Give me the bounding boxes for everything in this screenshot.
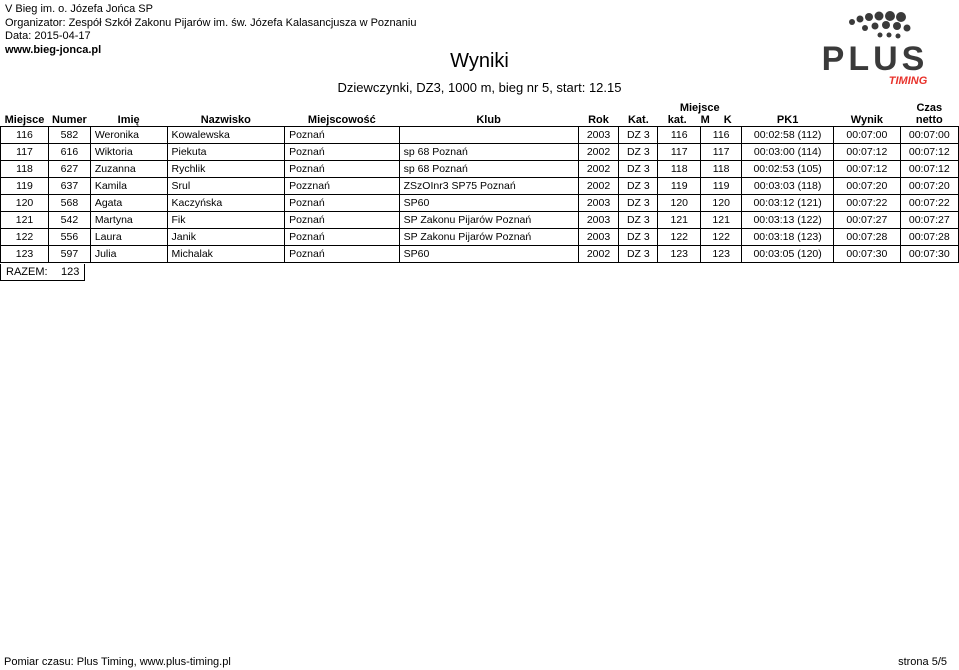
- cell-k: 117: [701, 144, 742, 161]
- table-row: [1, 144, 959, 161]
- col-miejsce-group-label: Miejsce: [679, 102, 720, 114]
- cell-k: 120: [701, 195, 742, 212]
- cell-netto: 00:07:22: [900, 195, 958, 212]
- cell-miejscowosc: Poznań: [285, 246, 400, 263]
- cell-miejscowosc: Poznań: [285, 127, 400, 144]
- col-rok: Rok: [578, 98, 619, 127]
- cell-nazwisko: Kowalewska: [167, 127, 285, 144]
- cell-mkat: 117: [658, 144, 701, 161]
- plus-timing-logo: [800, 8, 950, 86]
- col-imie: Imię: [90, 98, 167, 127]
- cell-pk1: 00:03:05 (120): [742, 246, 834, 263]
- col-miejsce-m: M: [700, 114, 710, 126]
- cell-mkat: 120: [658, 195, 701, 212]
- table-row: [1, 195, 959, 212]
- col-miejsce-group: [658, 98, 742, 127]
- cell-nazwisko: Fik: [167, 212, 285, 229]
- cell-netto: 00:07:12: [900, 161, 958, 178]
- col-miejsce-kat: kat.: [667, 114, 687, 126]
- cell-kat: DZ 3: [619, 195, 658, 212]
- cell-miejsce: 119: [1, 178, 49, 195]
- organizer: Organizator: Zespół Szkół Zakonu Pijarów im. św. Józefa Kalasancjusza w Poznaniu: [5, 16, 417, 29]
- cell-wynik: 00:07:27: [834, 212, 900, 229]
- table-header-row: [1, 98, 959, 127]
- cell-miejsce: 117: [1, 144, 49, 161]
- cell-miejscowosc: Pozznań: [285, 178, 400, 195]
- cell-netto: 00:07:27: [900, 212, 958, 229]
- cell-nazwisko: Michalak: [167, 246, 285, 263]
- cell-pk1: 00:03:03 (118): [742, 178, 834, 195]
- col-miejscowosc: Miejscowość: [285, 98, 400, 127]
- cell-kat: DZ 3: [619, 246, 658, 263]
- cell-pk1: 00:03:13 (122): [742, 212, 834, 229]
- cell-klub: SP60: [399, 246, 578, 263]
- col-miejsce-k: K: [723, 114, 732, 126]
- cell-imie: Laura: [90, 229, 167, 246]
- cell-miejsce: 121: [1, 212, 49, 229]
- col-czas-netto: Czas netto: [900, 98, 958, 127]
- cell-numer: 637: [49, 178, 91, 195]
- cell-rok: 2002: [578, 178, 619, 195]
- table-row: [1, 246, 959, 263]
- col-wynik: Wynik: [834, 98, 900, 127]
- cell-rok: 2003: [578, 127, 619, 144]
- cell-numer: 542: [49, 212, 91, 229]
- cell-imie: Zuzanna: [90, 161, 167, 178]
- cell-wynik: 00:07:30: [834, 246, 900, 263]
- cell-netto: 00:07:30: [900, 246, 958, 263]
- cell-klub: SP Zakonu Pijarów Poznań: [399, 229, 578, 246]
- cell-k: 119: [701, 178, 742, 195]
- cell-miejsce: 118: [1, 161, 49, 178]
- cell-wynik: 00:07:20: [834, 178, 900, 195]
- cell-nazwisko: Piekuta: [167, 144, 285, 161]
- cell-netto: 00:07:28: [900, 229, 958, 246]
- cell-numer: 556: [49, 229, 91, 246]
- col-pk1: PK1: [742, 98, 834, 127]
- cell-imie: Kamila: [90, 178, 167, 195]
- cell-pk1: 00:02:53 (105): [742, 161, 834, 178]
- cell-imie: Weronika: [90, 127, 167, 144]
- cell-miejscowosc: Poznań: [285, 144, 400, 161]
- summary: [0, 264, 85, 281]
- cell-imie: Martyna: [90, 212, 167, 229]
- logo-text: PLUS: [821, 40, 929, 78]
- summary-value: 123: [56, 264, 85, 281]
- cell-miejsce: 123: [1, 246, 49, 263]
- cell-pk1: 00:02:58 (112): [742, 127, 834, 144]
- results-table: [0, 98, 959, 263]
- cell-imie: Agata: [90, 195, 167, 212]
- cell-miejscowosc: Poznań: [285, 229, 400, 246]
- cell-rok: 2002: [578, 161, 619, 178]
- cell-pk1: 00:03:00 (114): [742, 144, 834, 161]
- cell-miejsce: 122: [1, 229, 49, 246]
- event-name: V Bieg im. o. Józefa Jońca SP: [5, 3, 153, 15]
- cell-wynik: 00:07:12: [834, 144, 900, 161]
- cell-miejsce: 120: [1, 195, 49, 212]
- cell-kat: DZ 3: [619, 212, 658, 229]
- cell-wynik: 00:07:22: [834, 195, 900, 212]
- cell-mkat: 118: [658, 161, 701, 178]
- cell-mkat: 123: [658, 246, 701, 263]
- cell-rok: 2002: [578, 144, 619, 161]
- cell-rok: 2003: [578, 195, 619, 212]
- cell-nazwisko: Srul: [167, 178, 285, 195]
- cell-klub: [399, 127, 578, 144]
- logo-subtext: TIMING: [888, 75, 928, 86]
- cell-mkat: 116: [658, 127, 701, 144]
- cell-miejscowosc: Poznań: [285, 212, 400, 229]
- cell-imie: Julia: [90, 246, 167, 263]
- summary-label: RAZEM:: [0, 264, 56, 281]
- cell-rok: 2003: [578, 229, 619, 246]
- cell-klub: SP Zakonu Pijarów Poznań: [399, 212, 578, 229]
- cell-klub: sp 68 Poznań: [399, 144, 578, 161]
- cell-netto: 00:07:12: [900, 144, 958, 161]
- cell-k: 116: [701, 127, 742, 144]
- cell-wynik: 00:07:28: [834, 229, 900, 246]
- cell-klub: sp 68 Poznań: [399, 161, 578, 178]
- cell-kat: DZ 3: [619, 161, 658, 178]
- cell-numer: 597: [49, 246, 91, 263]
- race-subtitle: Dziewczynki, DZ3, 1000 m, bieg nr 5, start: 12.15: [337, 80, 622, 95]
- cell-kat: DZ 3: [619, 144, 658, 161]
- table-row: [1, 229, 959, 246]
- cell-kat: DZ 3: [619, 229, 658, 246]
- cell-numer: 568: [49, 195, 91, 212]
- cell-wynik: 00:07:12: [834, 161, 900, 178]
- col-numer: Numer: [49, 98, 91, 127]
- cell-k: 122: [701, 229, 742, 246]
- cell-kat: DZ 3: [619, 178, 658, 195]
- cell-numer: 616: [49, 144, 91, 161]
- cell-rok: 2003: [578, 212, 619, 229]
- event-date: Data: 2015-04-17: [5, 30, 91, 43]
- cell-k: 118: [701, 161, 742, 178]
- cell-k: 121: [701, 212, 742, 229]
- cell-miejscowosc: Poznań: [285, 161, 400, 178]
- footer-page-number: strona 5/5: [898, 656, 947, 668]
- event-website: www.bieg-jonca.pl: [5, 43, 102, 56]
- cell-numer: 627: [49, 161, 91, 178]
- cell-kat: DZ 3: [619, 127, 658, 144]
- col-miejsce: Miejsce: [1, 98, 49, 127]
- cell-k: 123: [701, 246, 742, 263]
- cell-rok: 2002: [578, 246, 619, 263]
- cell-pk1: 00:03:18 (123): [742, 229, 834, 246]
- cell-mkat: 122: [658, 229, 701, 246]
- cell-nazwisko: Kaczyńska: [167, 195, 285, 212]
- cell-netto: 00:07:00: [900, 127, 958, 144]
- cell-miejsce: 116: [1, 127, 49, 144]
- cell-numer: 582: [49, 127, 91, 144]
- cell-netto: 00:07:20: [900, 178, 958, 195]
- cell-mkat: 119: [658, 178, 701, 195]
- cell-klub: ZSzOInr3 SP75 Poznań: [399, 178, 578, 195]
- footer-timing-credit: Pomiar czasu: Plus Timing, www.plus-timing.pl: [4, 656, 231, 668]
- cell-pk1: 00:03:12 (121): [742, 195, 834, 212]
- table-row: [1, 212, 959, 229]
- table-row: [1, 178, 959, 195]
- cell-miejscowosc: Poznań: [285, 195, 400, 212]
- cell-nazwisko: Rychlik: [167, 161, 285, 178]
- col-kat: Kat.: [619, 98, 658, 127]
- cell-imie: Wiktoria: [90, 144, 167, 161]
- col-klub: Klub: [399, 98, 578, 127]
- page-title: Wyniki: [450, 50, 509, 72]
- cell-klub: SP60: [399, 195, 578, 212]
- table-row: [1, 127, 959, 144]
- col-nazwisko: Nazwisko: [167, 98, 285, 127]
- table-row: [1, 161, 959, 178]
- cell-wynik: 00:07:00: [834, 127, 900, 144]
- cell-mkat: 121: [658, 212, 701, 229]
- cell-nazwisko: Janik: [167, 229, 285, 246]
